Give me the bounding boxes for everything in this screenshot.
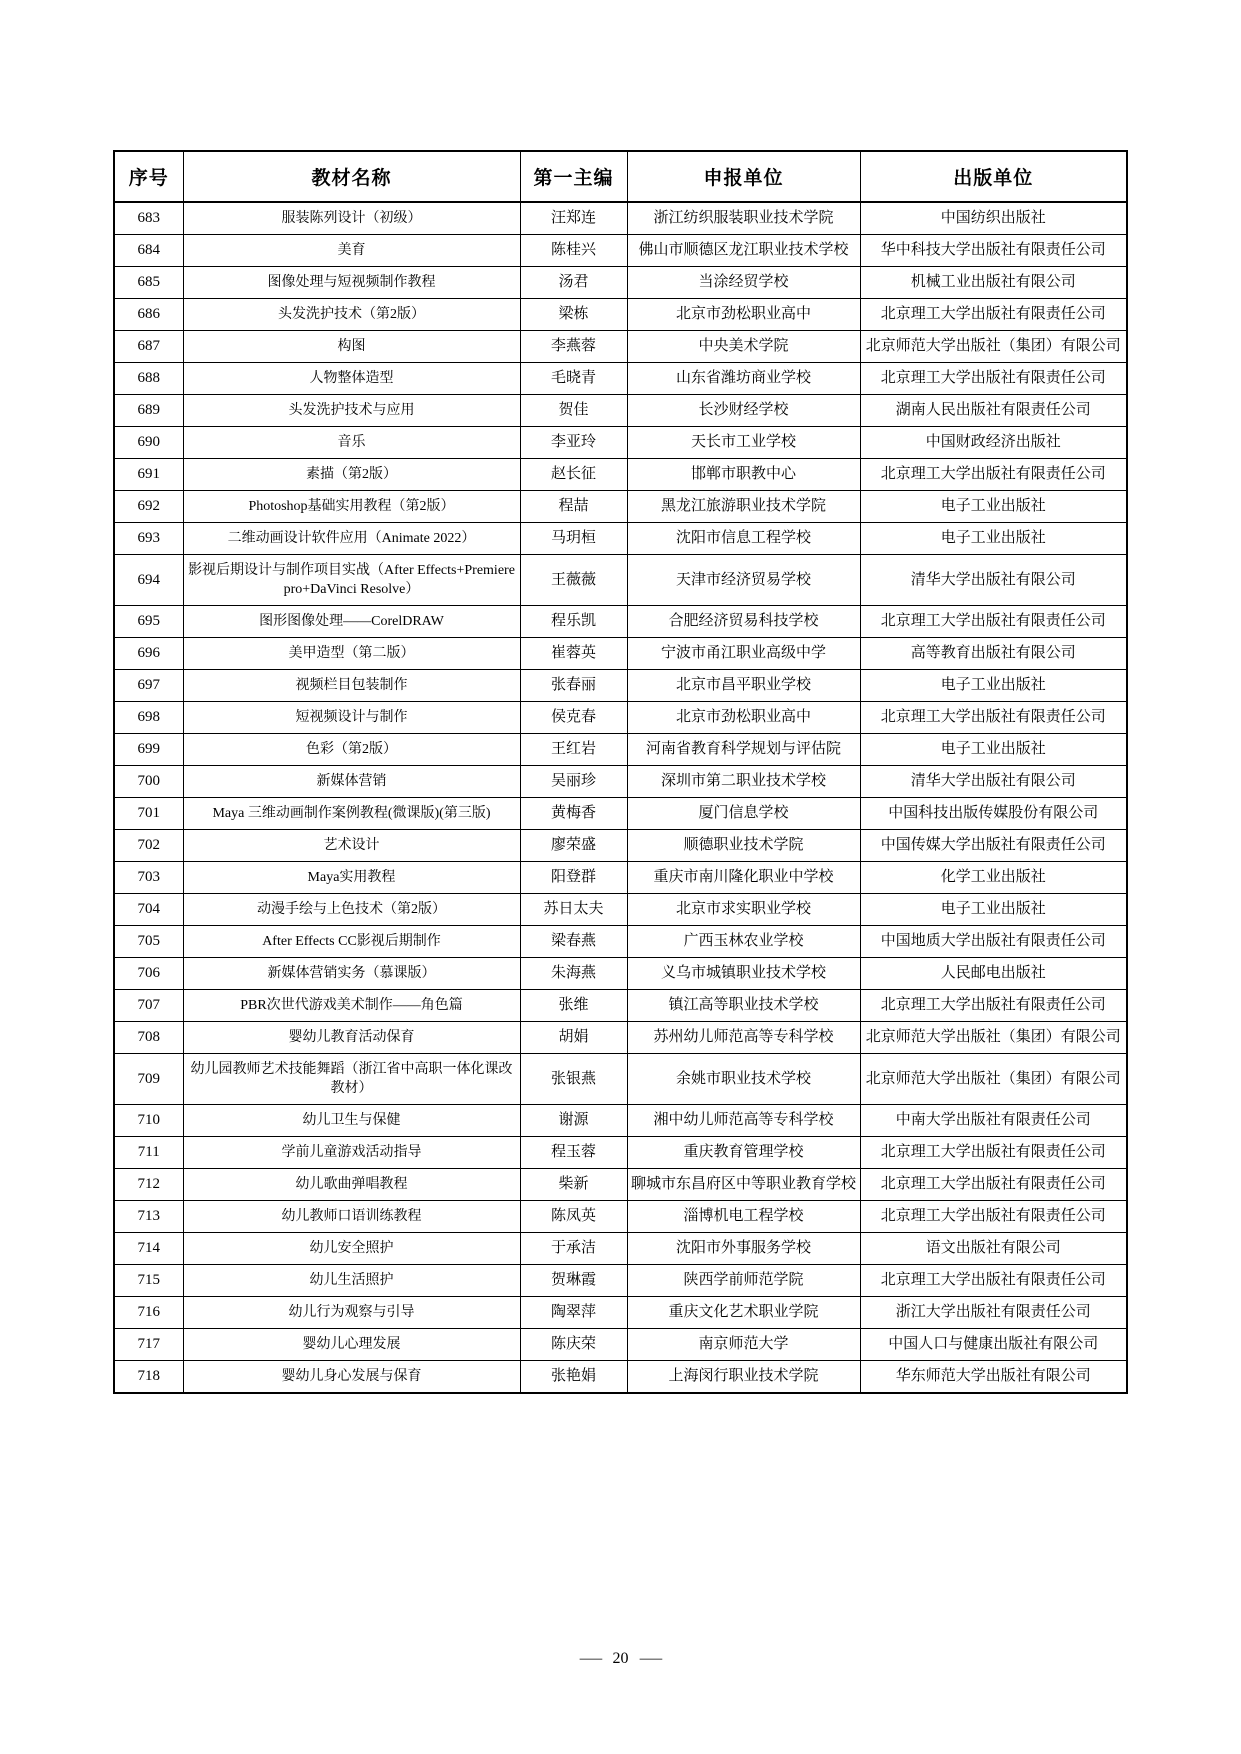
textbook-name-cell: Maya实用教程 xyxy=(183,862,520,894)
publisher-unit-cell: 化学工业出版社 xyxy=(860,862,1127,894)
applicant-unit-cell: 合肥经济贸易科技学校 xyxy=(627,606,860,638)
applicant-unit-cell: 陕西学前师范学院 xyxy=(627,1265,860,1297)
publisher-unit-cell: 电子工业出版社 xyxy=(860,491,1127,523)
first-editor-cell: 程乐凯 xyxy=(520,606,627,638)
textbook-approval-table xyxy=(113,150,1128,1394)
publisher-unit-cell: 高等教育出版社有限公司 xyxy=(860,638,1127,670)
textbook-name-cell: 新媒体营销 xyxy=(183,766,520,798)
serial-number-cell: 699 xyxy=(114,734,183,766)
serial-number-cell: 711 xyxy=(114,1137,183,1169)
table-row xyxy=(114,606,1127,638)
first-editor-cell: 王薇薇 xyxy=(520,555,627,606)
table-row xyxy=(114,1361,1127,1394)
first-editor-cell: 朱海燕 xyxy=(520,958,627,990)
first-editor-cell: 张艳娟 xyxy=(520,1361,627,1394)
publisher-unit-cell: 北京理工大学出版社有限责任公司 xyxy=(860,1169,1127,1201)
textbook-name-cell: 艺术设计 xyxy=(183,830,520,862)
table-row xyxy=(114,990,1127,1022)
footer-right-dash: — xyxy=(639,1650,662,1667)
textbook-name-cell: 幼儿园教师艺术技能舞蹈（浙江省中高职一体化课改教材） xyxy=(183,1054,520,1105)
textbook-name-cell: 婴幼儿身心发展与保育 xyxy=(183,1361,520,1394)
textbook-name-cell: Photoshop基础实用教程（第2版） xyxy=(183,491,520,523)
table-row xyxy=(114,1201,1127,1233)
header-first-editor: 第一主编 xyxy=(520,151,627,202)
publisher-unit-cell: 北京师范大学出版社（集团）有限公司 xyxy=(860,1054,1127,1105)
table-row xyxy=(114,766,1127,798)
publisher-unit-cell: 北京理工大学出版社有限责任公司 xyxy=(860,1201,1127,1233)
textbook-name-cell: 学前儿童游戏活动指导 xyxy=(183,1137,520,1169)
table-row xyxy=(114,1233,1127,1265)
textbook-name-cell: 二维动画设计软件应用（Animate 2022） xyxy=(183,523,520,555)
table-row xyxy=(114,555,1127,606)
publisher-unit-cell: 北京理工大学出版社有限责任公司 xyxy=(860,1265,1127,1297)
publisher-unit-cell: 北京理工大学出版社有限责任公司 xyxy=(860,363,1127,395)
serial-number-cell: 685 xyxy=(114,267,183,299)
table-row xyxy=(114,1329,1127,1361)
textbook-name-cell: 色彩（第2版） xyxy=(183,734,520,766)
first-editor-cell: 阳登群 xyxy=(520,862,627,894)
header-serial-number: 序号 xyxy=(114,151,183,202)
textbook-name-cell: 素描（第2版） xyxy=(183,459,520,491)
textbook-name-cell: 幼儿歌曲弹唱教程 xyxy=(183,1169,520,1201)
table-row xyxy=(114,491,1127,523)
applicant-unit-cell: 北京市求实职业学校 xyxy=(627,894,860,926)
applicant-unit-cell: 重庆文化艺术职业学院 xyxy=(627,1297,860,1329)
publisher-unit-cell: 清华大学出版社有限公司 xyxy=(860,766,1127,798)
serial-number-cell: 710 xyxy=(114,1105,183,1137)
publisher-unit-cell: 中国科技出版传媒股份有限公司 xyxy=(860,798,1127,830)
textbook-name-cell: 美育 xyxy=(183,235,520,267)
page-number: 20 xyxy=(612,1650,629,1667)
publisher-unit-cell: 电子工业出版社 xyxy=(860,894,1127,926)
first-editor-cell: 马玥桓 xyxy=(520,523,627,555)
first-editor-cell: 毛晓青 xyxy=(520,363,627,395)
first-editor-cell: 王红岩 xyxy=(520,734,627,766)
header-textbook-name: 教材名称 xyxy=(183,151,520,202)
table-row xyxy=(114,862,1127,894)
publisher-unit-cell: 北京理工大学出版社有限责任公司 xyxy=(860,990,1127,1022)
publisher-unit-cell: 电子工业出版社 xyxy=(860,734,1127,766)
serial-number-cell: 693 xyxy=(114,523,183,555)
first-editor-cell: 梁栋 xyxy=(520,299,627,331)
publisher-unit-cell: 北京理工大学出版社有限责任公司 xyxy=(860,459,1127,491)
publisher-unit-cell: 北京理工大学出版社有限责任公司 xyxy=(860,299,1127,331)
publisher-unit-cell: 北京师范大学出版社（集团）有限公司 xyxy=(860,331,1127,363)
publisher-unit-cell: 湖南人民出版社有限责任公司 xyxy=(860,395,1127,427)
publisher-unit-cell: 人民邮电出版社 xyxy=(860,958,1127,990)
first-editor-cell: 汤君 xyxy=(520,267,627,299)
applicant-unit-cell: 广西玉林农业学校 xyxy=(627,926,860,958)
publisher-unit-cell: 清华大学出版社有限公司 xyxy=(860,555,1127,606)
applicant-unit-cell: 黑龙江旅游职业技术学院 xyxy=(627,491,860,523)
first-editor-cell: 廖荣盛 xyxy=(520,830,627,862)
textbook-name-cell: 幼儿安全照护 xyxy=(183,1233,520,1265)
serial-number-cell: 718 xyxy=(114,1361,183,1394)
serial-number-cell: 683 xyxy=(114,202,183,235)
serial-number-cell: 702 xyxy=(114,830,183,862)
textbook-name-cell: After Effects CC影视后期制作 xyxy=(183,926,520,958)
first-editor-cell: 程玉蓉 xyxy=(520,1137,627,1169)
applicant-unit-cell: 北京市劲松职业高中 xyxy=(627,299,860,331)
first-editor-cell: 赵长征 xyxy=(520,459,627,491)
textbook-table-body xyxy=(114,202,1127,1393)
publisher-unit-cell: 北京理工大学出版社有限责任公司 xyxy=(860,606,1127,638)
textbook-name-cell: 新媒体营销实务（慕课版） xyxy=(183,958,520,990)
first-editor-cell: 张银燕 xyxy=(520,1054,627,1105)
first-editor-cell: 张维 xyxy=(520,990,627,1022)
first-editor-cell: 汪郑连 xyxy=(520,202,627,235)
publisher-unit-cell: 电子工业出版社 xyxy=(860,523,1127,555)
first-editor-cell: 侯克春 xyxy=(520,702,627,734)
table-row xyxy=(114,331,1127,363)
table-row xyxy=(114,958,1127,990)
first-editor-cell: 程喆 xyxy=(520,491,627,523)
table-row xyxy=(114,459,1127,491)
serial-number-cell: 706 xyxy=(114,958,183,990)
publisher-unit-cell: 中国人口与健康出版社有限公司 xyxy=(860,1329,1127,1361)
page-footer xyxy=(0,1650,1241,1668)
textbook-name-cell: PBR次世代游戏美术制作——角色篇 xyxy=(183,990,520,1022)
applicant-unit-cell: 义乌市城镇职业技术学校 xyxy=(627,958,860,990)
applicant-unit-cell: 当涂经贸学校 xyxy=(627,267,860,299)
applicant-unit-cell: 淄博机电工程学校 xyxy=(627,1201,860,1233)
table-header-row xyxy=(114,151,1127,202)
serial-number-cell: 700 xyxy=(114,766,183,798)
serial-number-cell: 713 xyxy=(114,1201,183,1233)
first-editor-cell: 陈桂兴 xyxy=(520,235,627,267)
textbook-name-cell: 视频栏目包装制作 xyxy=(183,670,520,702)
publisher-unit-cell: 华东师范大学出版社有限公司 xyxy=(860,1361,1127,1394)
textbook-name-cell: 美甲造型（第二版） xyxy=(183,638,520,670)
publisher-unit-cell: 北京理工大学出版社有限责任公司 xyxy=(860,1137,1127,1169)
applicant-unit-cell: 重庆教育管理学校 xyxy=(627,1137,860,1169)
table-row xyxy=(114,926,1127,958)
publisher-unit-cell: 中国财政经济出版社 xyxy=(860,427,1127,459)
textbook-name-cell: 幼儿卫生与保健 xyxy=(183,1105,520,1137)
applicant-unit-cell: 沈阳市外事服务学校 xyxy=(627,1233,860,1265)
textbook-name-cell: 构图 xyxy=(183,331,520,363)
publisher-unit-cell: 中国地质大学出版社有限责任公司 xyxy=(860,926,1127,958)
applicant-unit-cell: 长沙财经学校 xyxy=(627,395,860,427)
applicant-unit-cell: 深圳市第二职业技术学校 xyxy=(627,766,860,798)
textbook-name-cell: 头发洗护技术（第2版） xyxy=(183,299,520,331)
applicant-unit-cell: 镇江高等职业技术学校 xyxy=(627,990,860,1022)
serial-number-cell: 709 xyxy=(114,1054,183,1105)
applicant-unit-cell: 佛山市顺德区龙江职业技术学校 xyxy=(627,235,860,267)
applicant-unit-cell: 山东省潍坊商业学校 xyxy=(627,363,860,395)
serial-number-cell: 697 xyxy=(114,670,183,702)
textbook-name-cell: 婴幼儿心理发展 xyxy=(183,1329,520,1361)
applicant-unit-cell: 湘中幼儿师范高等专科学校 xyxy=(627,1105,860,1137)
table-row xyxy=(114,523,1127,555)
table-row xyxy=(114,734,1127,766)
first-editor-cell: 崔蓉英 xyxy=(520,638,627,670)
table-row xyxy=(114,395,1127,427)
serial-number-cell: 689 xyxy=(114,395,183,427)
publisher-unit-cell: 电子工业出版社 xyxy=(860,670,1127,702)
applicant-unit-cell: 邯郸市职教中心 xyxy=(627,459,860,491)
serial-number-cell: 686 xyxy=(114,299,183,331)
applicant-unit-cell: 宁波市甬江职业高级中学 xyxy=(627,638,860,670)
table-row xyxy=(114,235,1127,267)
table-row xyxy=(114,638,1127,670)
textbook-name-cell: 服装陈列设计（初级） xyxy=(183,202,520,235)
applicant-unit-cell: 浙江纺织服装职业技术学院 xyxy=(627,202,860,235)
serial-number-cell: 708 xyxy=(114,1022,183,1054)
applicant-unit-cell: 上海闵行职业技术学院 xyxy=(627,1361,860,1394)
first-editor-cell: 黄梅香 xyxy=(520,798,627,830)
textbook-name-cell: 图像处理与短视频制作教程 xyxy=(183,267,520,299)
first-editor-cell: 陶翠萍 xyxy=(520,1297,627,1329)
first-editor-cell: 李亚玲 xyxy=(520,427,627,459)
applicant-unit-cell: 沈阳市信息工程学校 xyxy=(627,523,860,555)
first-editor-cell: 陈庆荣 xyxy=(520,1329,627,1361)
serial-number-cell: 690 xyxy=(114,427,183,459)
publisher-unit-cell: 北京师范大学出版社（集团）有限公司 xyxy=(860,1022,1127,1054)
first-editor-cell: 陈凤英 xyxy=(520,1201,627,1233)
applicant-unit-cell: 苏州幼儿师范高等专科学校 xyxy=(627,1022,860,1054)
textbook-name-cell: Maya 三维动画制作案例教程(微课版)(第三版) xyxy=(183,798,520,830)
serial-number-cell: 687 xyxy=(114,331,183,363)
first-editor-cell: 于承洁 xyxy=(520,1233,627,1265)
table-row xyxy=(114,1105,1127,1137)
applicant-unit-cell: 北京市昌平职业学校 xyxy=(627,670,860,702)
table-row xyxy=(114,894,1127,926)
table-row xyxy=(114,1054,1127,1105)
serial-number-cell: 717 xyxy=(114,1329,183,1361)
publisher-unit-cell: 中南大学出版社有限责任公司 xyxy=(860,1105,1127,1137)
textbook-name-cell: 音乐 xyxy=(183,427,520,459)
table-row xyxy=(114,1265,1127,1297)
applicant-unit-cell: 天津市经济贸易学校 xyxy=(627,555,860,606)
serial-number-cell: 696 xyxy=(114,638,183,670)
table-row xyxy=(114,267,1127,299)
textbook-name-cell: 幼儿行为观察与引导 xyxy=(183,1297,520,1329)
applicant-unit-cell: 河南省教育科学规划与评估院 xyxy=(627,734,860,766)
textbook-name-cell: 影视后期设计与制作项目实战（After Effects+Premiere pro+DaVinci Resolve） xyxy=(183,555,520,606)
textbook-name-cell: 头发洗护技术与应用 xyxy=(183,395,520,427)
first-editor-cell: 贺佳 xyxy=(520,395,627,427)
textbook-name-cell: 图形图像处理——CorelDRAW xyxy=(183,606,520,638)
first-editor-cell: 苏日太夫 xyxy=(520,894,627,926)
table-row xyxy=(114,670,1127,702)
first-editor-cell: 吴丽珍 xyxy=(520,766,627,798)
applicant-unit-cell: 南京师范大学 xyxy=(627,1329,860,1361)
first-editor-cell: 张春丽 xyxy=(520,670,627,702)
textbook-name-cell: 短视频设计与制作 xyxy=(183,702,520,734)
applicant-unit-cell: 余姚市职业技术学校 xyxy=(627,1054,860,1105)
table-row xyxy=(114,1022,1127,1054)
publisher-unit-cell: 浙江大学出版社有限责任公司 xyxy=(860,1297,1127,1329)
serial-number-cell: 701 xyxy=(114,798,183,830)
table-row xyxy=(114,427,1127,459)
serial-number-cell: 684 xyxy=(114,235,183,267)
publisher-unit-cell: 北京理工大学出版社有限责任公司 xyxy=(860,702,1127,734)
serial-number-cell: 703 xyxy=(114,862,183,894)
serial-number-cell: 707 xyxy=(114,990,183,1022)
first-editor-cell: 胡娟 xyxy=(520,1022,627,1054)
first-editor-cell: 梁春燕 xyxy=(520,926,627,958)
table-row xyxy=(114,830,1127,862)
table-row xyxy=(114,798,1127,830)
textbook-name-cell: 人物整体造型 xyxy=(183,363,520,395)
header-applicant-unit: 申报单位 xyxy=(627,151,860,202)
applicant-unit-cell: 聊城市东昌府区中等职业教育学校 xyxy=(627,1169,860,1201)
serial-number-cell: 705 xyxy=(114,926,183,958)
applicant-unit-cell: 北京市劲松职业高中 xyxy=(627,702,860,734)
serial-number-cell: 688 xyxy=(114,363,183,395)
first-editor-cell: 柴新 xyxy=(520,1169,627,1201)
publisher-unit-cell: 机械工业出版社有限公司 xyxy=(860,267,1127,299)
table-row xyxy=(114,1169,1127,1201)
textbook-name-cell: 幼儿生活照护 xyxy=(183,1265,520,1297)
serial-number-cell: 698 xyxy=(114,702,183,734)
table-row xyxy=(114,702,1127,734)
table-row xyxy=(114,1137,1127,1169)
first-editor-cell: 贺琳霞 xyxy=(520,1265,627,1297)
serial-number-cell: 704 xyxy=(114,894,183,926)
textbook-name-cell: 婴幼儿教育活动保育 xyxy=(183,1022,520,1054)
first-editor-cell: 谢源 xyxy=(520,1105,627,1137)
serial-number-cell: 712 xyxy=(114,1169,183,1201)
serial-number-cell: 694 xyxy=(114,555,183,606)
publisher-unit-cell: 中国纺织出版社 xyxy=(860,202,1127,235)
applicant-unit-cell: 天长市工业学校 xyxy=(627,427,860,459)
publisher-unit-cell: 语文出版社有限公司 xyxy=(860,1233,1127,1265)
applicant-unit-cell: 厦门信息学校 xyxy=(627,798,860,830)
first-editor-cell: 李燕蓉 xyxy=(520,331,627,363)
publisher-unit-cell: 中国传媒大学出版社有限责任公司 xyxy=(860,830,1127,862)
table-row xyxy=(114,299,1127,331)
table-row xyxy=(114,363,1127,395)
serial-number-cell: 716 xyxy=(114,1297,183,1329)
applicant-unit-cell: 重庆市南川隆化职业中学校 xyxy=(627,862,860,894)
header-publisher-unit: 出版单位 xyxy=(860,151,1127,202)
applicant-unit-cell: 中央美术学院 xyxy=(627,331,860,363)
textbook-name-cell: 动漫手绘与上色技术（第2版） xyxy=(183,894,520,926)
textbook-name-cell: 幼儿教师口语训练教程 xyxy=(183,1201,520,1233)
serial-number-cell: 715 xyxy=(114,1265,183,1297)
footer-left-dash: — xyxy=(579,1650,602,1667)
publisher-unit-cell: 华中科技大学出版社有限责任公司 xyxy=(860,235,1127,267)
table-row xyxy=(114,202,1127,235)
serial-number-cell: 691 xyxy=(114,459,183,491)
serial-number-cell: 695 xyxy=(114,606,183,638)
applicant-unit-cell: 顺德职业技术学院 xyxy=(627,830,860,862)
serial-number-cell: 692 xyxy=(114,491,183,523)
table-row xyxy=(114,1297,1127,1329)
serial-number-cell: 714 xyxy=(114,1233,183,1265)
